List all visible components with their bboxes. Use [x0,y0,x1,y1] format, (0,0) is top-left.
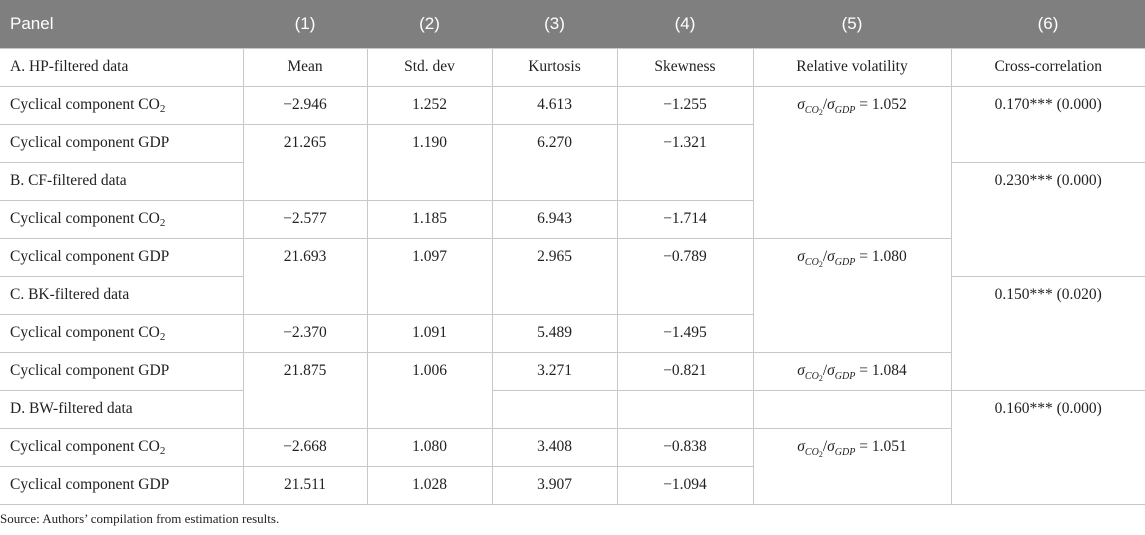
cell-skewness: −1.714 [617,201,753,239]
cell-kurtosis: 5.489 [492,315,617,353]
table-row [0,87,1145,125]
col-title-skewness: Skewness [617,49,753,87]
cell-kurtosis: 6.943 [492,201,617,239]
cell-skewness: −0.789 [617,239,753,315]
row-label-co2: Cyclical component $CO_2$ [0,201,243,239]
cell-std-dev: 1.006 [367,353,492,429]
cell-mean: 21.875 [243,353,367,429]
cell-mean: 21.265 [243,125,367,201]
empty-cell [492,391,617,429]
panel-title: C. BK-filtered data [0,277,243,315]
cell-mean: 21.511 [243,467,367,505]
panel-title: D. BW-filtered data [0,391,243,429]
header-col-6: (6) [951,0,1145,49]
row-label-gdp: Cyclical component GDP [0,353,243,391]
header-panel: Panel [0,0,243,49]
row-label-co2: Cyclical component $CO_2$ [0,429,243,467]
cell-cross-correlation: 0.150*** (0.020) [951,277,1145,391]
empty-cell [617,391,753,429]
cell-mean: −2.946 [243,87,367,125]
cell-mean: −2.370 [243,315,367,353]
cell-mean: −2.577 [243,201,367,239]
cell-mean: 21.693 [243,239,367,315]
header-row [0,0,1145,49]
col-title-std-dev: Std. dev [367,49,492,87]
cell-kurtosis: 2.965 [492,239,617,315]
header-col-1: (1) [243,0,367,49]
cell-std-dev: 1.252 [367,87,492,125]
header-col-3: (3) [492,0,617,49]
col-title-mean: Mean [243,49,367,87]
row-label-gdp: Cyclical component GDP [0,239,243,277]
cell-relative-volatility: $\sigma_{CO_2}/\sigma_{GDP} = 1.080$ [753,239,951,353]
cell-skewness: −1.495 [617,315,753,353]
cell-skewness: −1.255 [617,87,753,125]
row-label-co2: Cyclical component $CO_2$ [0,315,243,353]
col-title-relative-volatility: Relative volatility [753,49,951,87]
cell-std-dev: 1.028 [367,467,492,505]
cell-relative-volatility: $\sigma_{CO_2}/\sigma_{GDP} = 1.052$ [753,87,951,239]
cell-std-dev: 1.185 [367,201,492,239]
header-col-2: (2) [367,0,492,49]
cell-kurtosis: 3.907 [492,467,617,505]
panel-d-title-row [0,391,1145,429]
source-note: Source: Authors’ compilation from estimation results. [0,511,280,526]
cell-relative-volatility: $\sigma_{CO_2}/\sigma_{GDP} = 1.084$ [753,353,951,391]
cell-cross-correlation: 0.160*** (0.000) [951,391,1145,505]
cell-std-dev: 1.097 [367,239,492,315]
panel-title: A. HP-filtered data [0,49,243,87]
cell-std-dev: 1.080 [367,429,492,467]
cell-cross-correlation: 0.170*** (0.000) [951,87,1145,163]
cell-kurtosis: 3.408 [492,429,617,467]
panel-a-title-row [0,49,1145,87]
row-label-gdp: Cyclical component GDP [0,467,243,505]
cell-std-dev: 1.190 [367,125,492,201]
cell-kurtosis: 4.613 [492,87,617,125]
cell-skewness: −0.838 [617,429,753,467]
header-col-4: (4) [617,0,753,49]
panel-title: B. CF-filtered data [0,163,243,201]
cell-kurtosis: 3.271 [492,353,617,391]
cell-skewness: −1.094 [617,467,753,505]
cell-mean: −2.668 [243,429,367,467]
cell-relative-volatility: $\sigma_{CO_2}/\sigma_{GDP} = 1.051$ [753,429,951,505]
cell-skewness: −1.321 [617,125,753,201]
cell-kurtosis: 6.270 [492,125,617,201]
empty-cell [753,391,951,429]
cell-cross-correlation: 0.230*** (0.000) [951,163,1145,277]
cell-skewness: −0.821 [617,353,753,391]
col-title-kurtosis: Kurtosis [492,49,617,87]
cell-std-dev: 1.091 [367,315,492,353]
header-col-5: (5) [753,0,951,49]
row-label-gdp: Cyclical component GDP [0,125,243,163]
col-title-cross-correlation: Cross-correlation [951,49,1145,87]
row-label-co2: Cyclical component $CO_2$ [0,87,243,125]
